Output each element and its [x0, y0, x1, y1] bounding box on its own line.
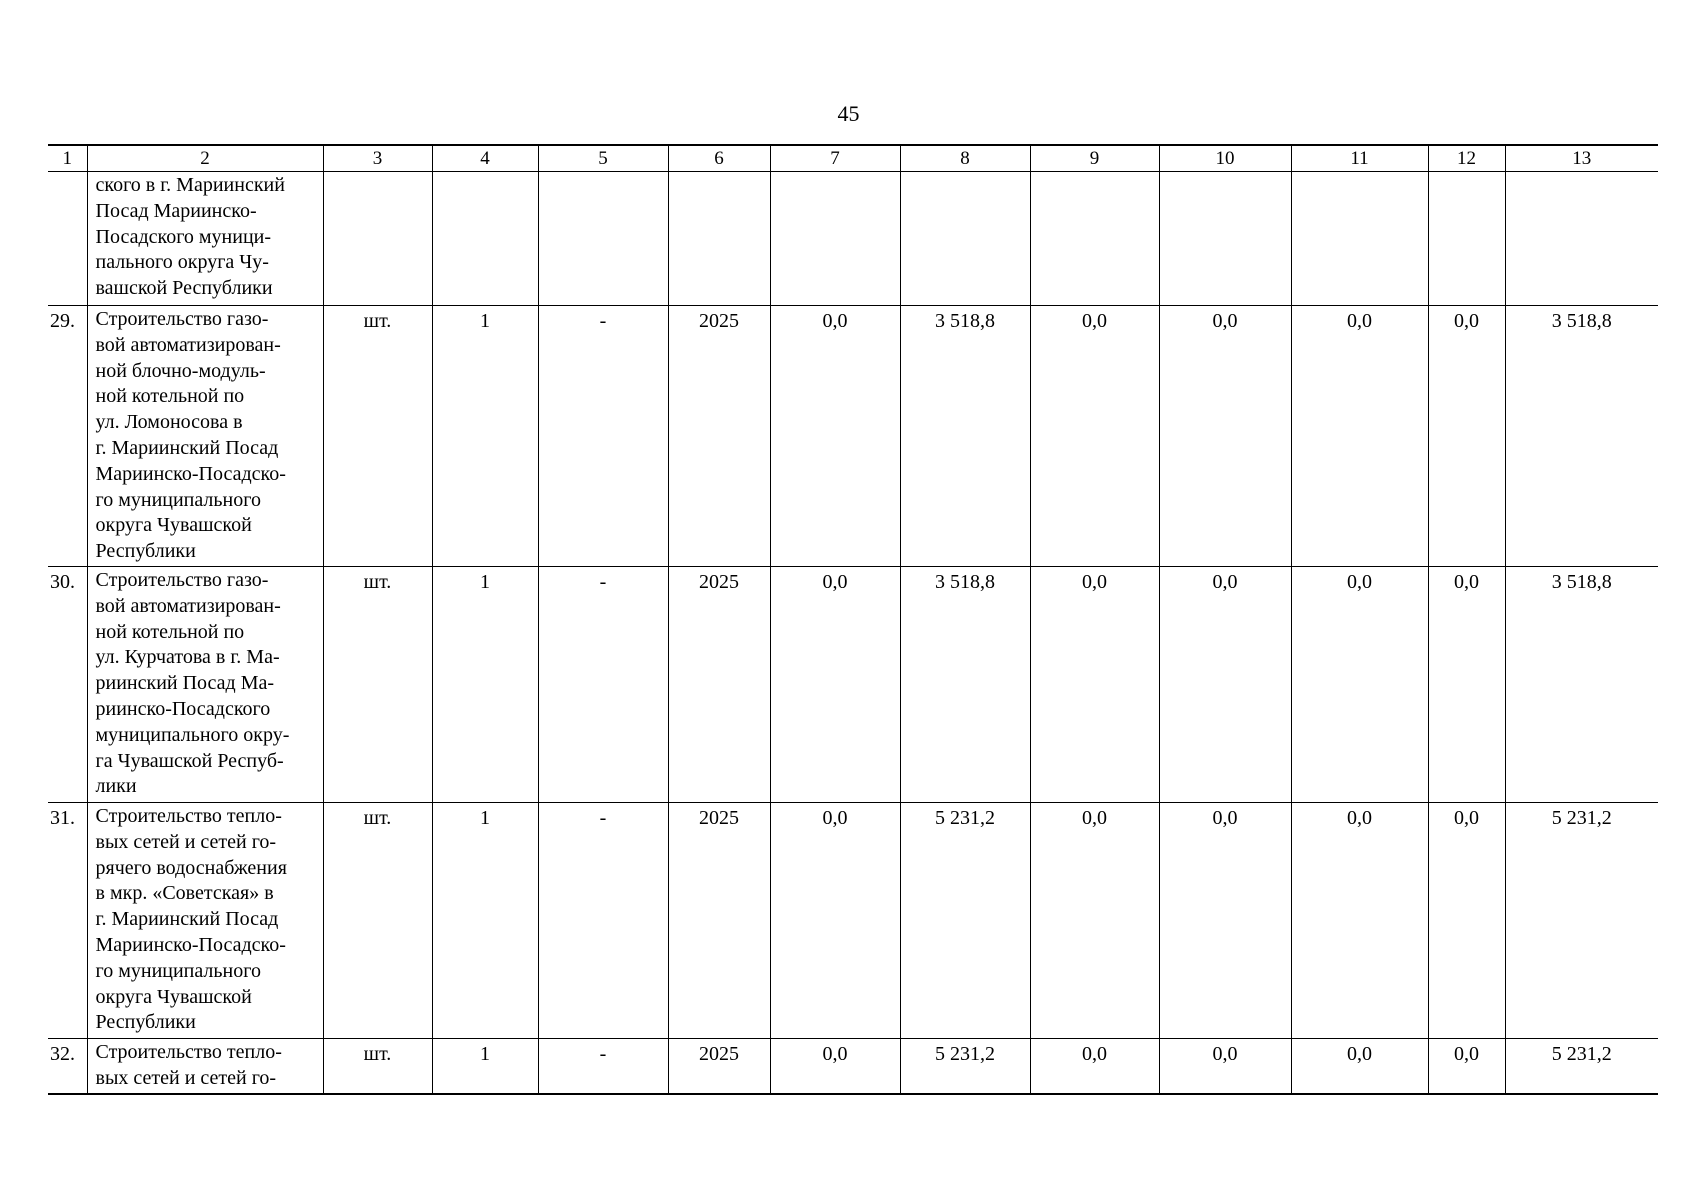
column-header: 8	[900, 145, 1030, 172]
column-header: 1	[48, 145, 87, 172]
col12-cell: 0,0	[1428, 1039, 1505, 1095]
col12-cell: 0,0	[1428, 803, 1505, 1039]
description-line: г. Мариинский Посад	[95, 436, 279, 459]
year-cell: 2025	[668, 306, 770, 567]
description-line: риинский Посад Ма-	[95, 672, 275, 695]
column-header: 2	[87, 145, 323, 172]
col13-cell: 5 231,2	[1505, 803, 1658, 1039]
description-line: Республики	[95, 1011, 196, 1034]
col7-cell: 0,0	[770, 803, 900, 1039]
row-description-cell	[87, 803, 323, 1039]
quantity-cell: 1	[432, 1039, 538, 1095]
unit-cell: шт.	[323, 803, 432, 1039]
col10-cell: 0,0	[1159, 1039, 1291, 1095]
col10-cell: 0,0	[1159, 306, 1291, 567]
budget-table	[48, 144, 1658, 1095]
col7-cell: 0,0	[770, 1039, 900, 1095]
description-line: ул. Ломоносова в	[95, 411, 243, 434]
row-description-cell	[87, 306, 323, 567]
quantity-cell: 1	[432, 567, 538, 803]
description-line: ной блочно-модуль-	[95, 359, 266, 382]
description-line: Строительство тепло-	[95, 1041, 282, 1063]
col9-cell: 0,0	[1030, 567, 1159, 803]
description-line: вых сетей и сетей го-	[95, 1066, 277, 1089]
year-cell: 2025	[668, 567, 770, 803]
description-line: г. Мариинский Посад	[95, 908, 279, 931]
col8-cell: 5 231,2	[900, 1039, 1030, 1095]
col8-cell: 5 231,2	[900, 803, 1030, 1039]
col12-cell: 0,0	[1428, 567, 1505, 803]
col5-cell: -	[538, 803, 668, 1039]
row-description-cell	[87, 567, 323, 803]
column-header: 12	[1428, 145, 1505, 172]
description-line: округа Чувашской	[95, 985, 252, 1008]
column-header: 3	[323, 145, 432, 172]
column-header: 7	[770, 145, 900, 172]
col13-cell: 5 231,2	[1505, 1039, 1658, 1095]
col11-cell: 0,0	[1291, 1039, 1428, 1095]
column-header: 13	[1505, 145, 1658, 172]
year-cell: 2025	[668, 803, 770, 1039]
quantity-cell: 1	[432, 803, 538, 1039]
table-row	[48, 803, 1658, 1039]
description-line: га Чувашской Респуб-	[95, 749, 284, 772]
col9-cell: 0,0	[1030, 1039, 1159, 1095]
col11-cell: 0,0	[1291, 567, 1428, 803]
description-line: Строительство тепло-	[95, 805, 282, 827]
description-line: в мкр. «Советская» в	[95, 882, 274, 905]
table-row	[48, 567, 1658, 803]
row-description-cell	[87, 172, 323, 306]
col12-cell: 0,0	[1428, 306, 1505, 567]
column-header: 9	[1030, 145, 1159, 172]
column-header: 6	[668, 145, 770, 172]
col10-cell: 0,0	[1159, 567, 1291, 803]
quantity-cell: 1	[432, 306, 538, 567]
col7-cell: 0,0	[770, 306, 900, 567]
col8-cell: 3 518,8	[900, 306, 1030, 567]
description-line: ул. Курчатова в г. Ма-	[95, 646, 280, 669]
col11-cell: 0,0	[1291, 803, 1428, 1039]
row-number-cell: 29.	[48, 306, 87, 567]
description-line: лики	[95, 775, 137, 798]
col10-cell: 0,0	[1159, 803, 1291, 1039]
table-row	[48, 1039, 1658, 1095]
description-line: Посадского муници-	[95, 225, 272, 248]
column-header: 10	[1159, 145, 1291, 172]
description-line: Строительство газо-	[95, 308, 269, 330]
col9-cell: 0,0	[1030, 306, 1159, 567]
description-line: вашской Республики	[95, 277, 273, 300]
col5-cell: -	[538, 1039, 668, 1095]
description-line: пального округа Чу-	[95, 251, 269, 274]
column-header: 11	[1291, 145, 1428, 172]
description-line: вой автоматизирован-	[95, 594, 281, 617]
column-header: 4	[432, 145, 538, 172]
col13-cell: 3 518,8	[1505, 306, 1658, 567]
year-cell: 2025	[668, 1039, 770, 1095]
col5-cell: -	[538, 567, 668, 803]
col5-cell: -	[538, 306, 668, 567]
table-row-continued	[48, 172, 1658, 306]
table-row	[48, 306, 1658, 567]
column-number-header-row	[48, 145, 1658, 172]
col8-cell: 3 518,8	[900, 567, 1030, 803]
unit-cell: шт.	[323, 1039, 432, 1095]
description-line: ной котельной по	[95, 385, 245, 408]
row-number-cell: 32.	[48, 1039, 87, 1095]
description-line: муниципального окру-	[95, 723, 290, 746]
description-line: ского в г. Мариинский	[95, 174, 285, 196]
description-line: вых сетей и сетей го-	[95, 830, 277, 853]
unit-cell: шт.	[323, 306, 432, 567]
col7-cell: 0,0	[770, 567, 900, 803]
description-line: ной котельной по	[95, 620, 245, 643]
description-line: Мариинско-Посадско-	[95, 933, 286, 956]
page-number: 45	[837, 101, 860, 126]
description-line: вой автоматизирован-	[95, 333, 281, 356]
col9-cell: 0,0	[1030, 803, 1159, 1039]
row-number-cell	[48, 172, 87, 306]
description-line: Республики	[95, 540, 196, 563]
description-line: риинско-Посадского	[95, 697, 271, 720]
col11-cell: 0,0	[1291, 306, 1428, 567]
description-line: Мариинско-Посадско-	[95, 462, 286, 485]
unit-cell: шт.	[323, 567, 432, 803]
row-description-cell	[87, 1039, 323, 1095]
description-line: округа Чувашской	[95, 514, 252, 537]
description-line: рячего водоснабжения	[95, 856, 287, 879]
description-line: Посад Мариинско-	[95, 199, 257, 222]
description-line: го муниципального	[95, 959, 261, 982]
col13-cell: 3 518,8	[1505, 567, 1658, 803]
row-number-cell: 30.	[48, 567, 87, 803]
description-line: Строительство газо-	[95, 569, 269, 591]
row-number-cell: 31.	[48, 803, 87, 1039]
description-line: го муниципального	[95, 488, 261, 511]
column-header: 5	[538, 145, 668, 172]
